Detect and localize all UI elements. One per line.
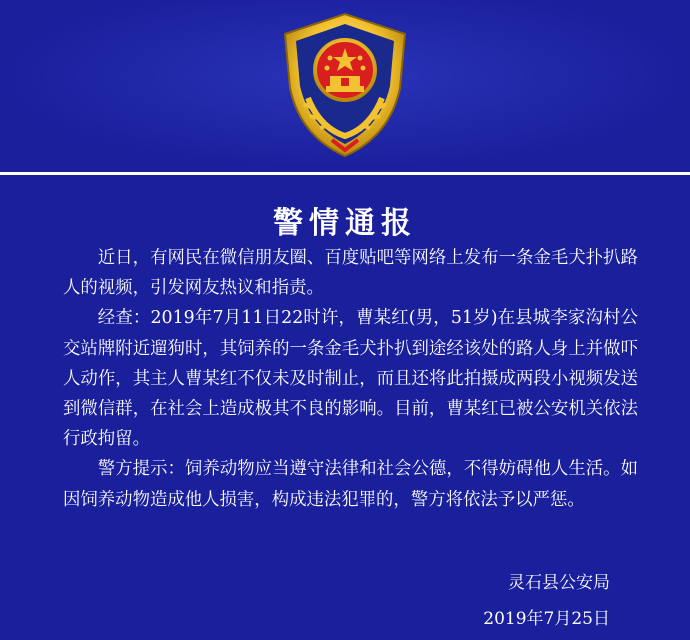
header-banner: [0, 0, 690, 170]
notice-body: [63, 243, 638, 515]
paragraph-police-tip: 警方提示：饲养动物应当遵守法律和社会公德，不得妨碍他人生活。如因饲养动物造成他人损害，构成违法犯罪的，警方将依法予以严惩。: [63, 459, 638, 510]
header-divider: [0, 172, 690, 175]
signature-date: 2019年7月25日: [483, 609, 610, 629]
page-title: 警情通报: [273, 206, 417, 241]
paragraph-investigation: 经查：2019年7月11日22时许，曹某红(男，51岁)在县城李家沟村公交站牌附近遛狗时，其饲养的一条金毛犬扑扒到途经该处的路人身上并做吓人动作，其主人曹某红不仅未及时制止，而且还将此拍摄成两段小视频发送到微信群，在社会上造成极其不良的影响。目前，曹某红已被公安机关依法行政拘留。: [63, 308, 638, 450]
paragraph-intro: 近日，有网民在微信朋友圈、百度贴吧等网络上发布一条金毛犬扑扒路人的视频，引发网友热议和指责。: [63, 248, 638, 299]
police-emblem-icon: [270, 8, 420, 160]
signature-organization: 灵石县公安局: [508, 573, 610, 593]
